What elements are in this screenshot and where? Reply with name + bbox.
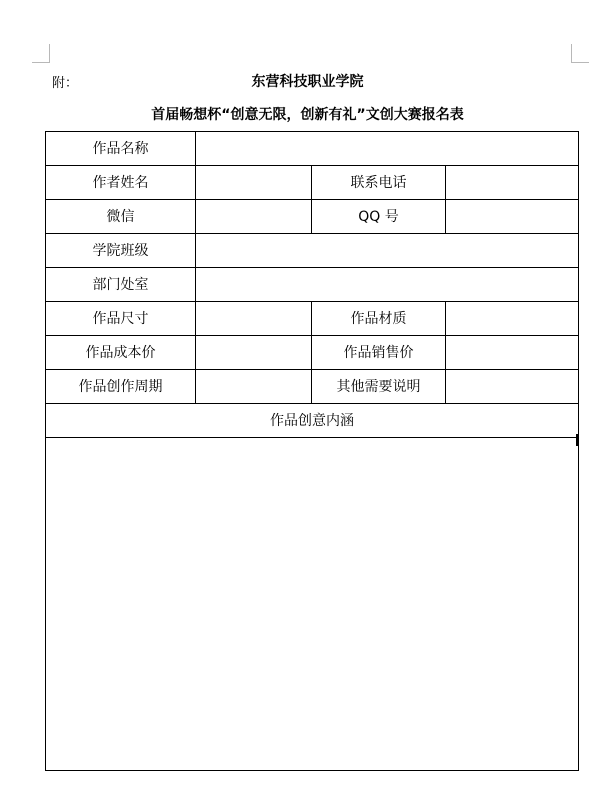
work-price-label: 作品销售价 (312, 336, 446, 370)
crop-mark-top-left (32, 44, 50, 63)
creative-meaning-label: 作品创意内涵 (46, 404, 579, 438)
table-row (46, 234, 579, 268)
college-class-field[interactable] (196, 234, 579, 268)
work-size-field[interactable] (196, 302, 312, 336)
work-price-field[interactable] (446, 336, 579, 370)
work-cost-label: 作品成本价 (46, 336, 196, 370)
work-material-field[interactable] (446, 302, 579, 336)
creative-meaning-field[interactable] (46, 438, 579, 771)
wechat-label: 微信 (46, 200, 196, 234)
crop-mark-top-right (571, 44, 589, 63)
phone-field[interactable] (446, 166, 579, 200)
text-cursor (576, 434, 579, 446)
work-material-label: 作品材质 (312, 302, 446, 336)
table-row (46, 166, 579, 200)
table-row (46, 336, 579, 370)
other-notes-field[interactable] (446, 370, 579, 404)
author-name-field[interactable] (196, 166, 312, 200)
school-name: 东营科技职业学院 (251, 74, 364, 90)
phone-label: 联系电话 (312, 166, 446, 200)
work-cost-field[interactable] (196, 336, 312, 370)
form-title: 首届畅想杯“创意无限，创新有礼”文创大赛报名表 (151, 107, 464, 123)
table-row (46, 404, 579, 438)
table-row (46, 370, 579, 404)
work-period-field[interactable] (196, 370, 312, 404)
college-class-label: 学院班级 (46, 234, 196, 268)
table-row (46, 268, 579, 302)
other-notes-label: 其他需要说明 (312, 370, 446, 404)
wechat-field[interactable] (196, 200, 312, 234)
table-row (46, 132, 579, 166)
work-name-label: 作品名称 (46, 132, 196, 166)
author-name-label: 作者姓名 (46, 166, 196, 200)
qq-label: QQ 号 (312, 200, 446, 234)
attachment-label: 附： (52, 76, 79, 91)
table-row (46, 200, 579, 234)
registration-form-table (45, 131, 579, 771)
department-office-field[interactable] (196, 268, 579, 302)
work-name-field[interactable] (196, 132, 579, 166)
table-row (46, 302, 579, 336)
department-office-label: 部门处室 (46, 268, 196, 302)
work-period-label: 作品创作周期 (46, 370, 196, 404)
qq-field[interactable] (446, 200, 579, 234)
table-row (46, 438, 579, 771)
work-size-label: 作品尺寸 (46, 302, 196, 336)
